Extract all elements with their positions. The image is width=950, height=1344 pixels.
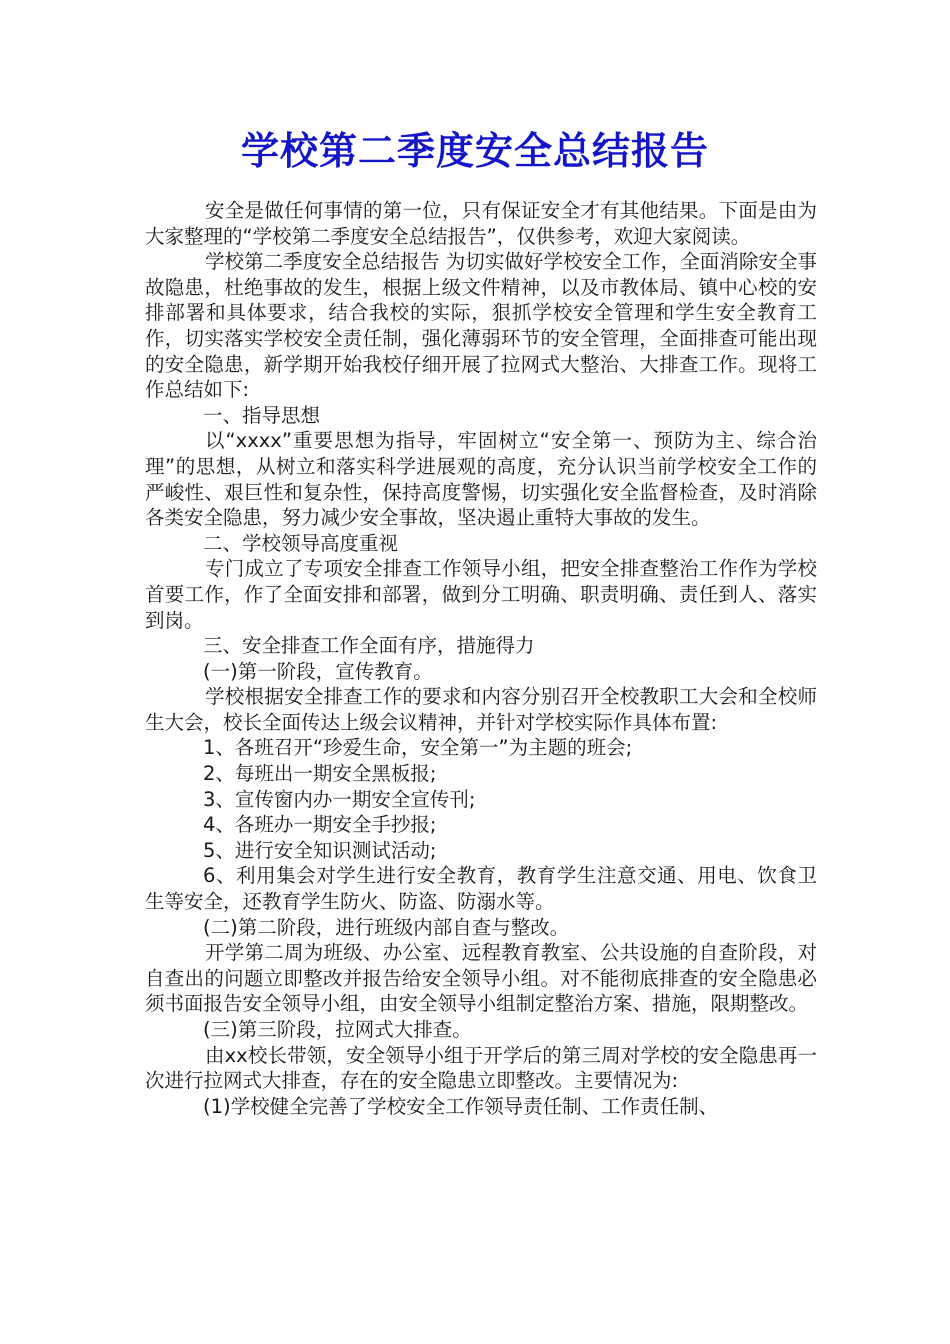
document-body (145, 198, 817, 1119)
paragraph-leadership: 专门成立了专项安全排查工作领导小组，把安全排查整治工作作为学校首要工作，作了全面安排和部署，做到分工明确、职责明确、责任到人、落实到岗。 (145, 557, 817, 632)
paragraph-item-1: (1)学校健全完善了学校安全工作领导责任制、工作责任制、 (203, 1094, 719, 1118)
document-title: 学校第二季度安全总结报告 (240, 128, 709, 173)
heading-stage-1: (一)第一阶段，宣传教育。 (203, 659, 433, 683)
list-item: 6、利用集会对学生进行安全教育，教育学生注意交通、用电、饮食卫生等安全，还教育学生防火、防盗、防溺水等。 (145, 864, 817, 914)
paragraph-summary: 学校第二季度安全总结报告 为切实做好学校安全工作，全面消除安全事故隐患，杜绝事故的发生，根据上级文件精神，以及市教体局、镇中心校的安排部署和具体要求，结合我校的实际，狠抓学校安全管理和学生安全教育工作，切实落实学校安全责任制，强化薄弱环节的安全管理，全面排查可能出现的安全隐患，新学期开始我校仔细开展了拉网式大整治、大排查工作。现将工作总结如下: (145, 250, 817, 402)
paragraph-stage-3: 由xx校长带领，安全领导小组于开学后的第三周对学校的安全隐患再一次进行拉网式大排查，存在的安全隐患立即整改。主要情况为: (145, 1043, 817, 1093)
paragraph-intro: 安全是做任何事情的第一位，只有保证安全才有其他结果。下面是由为大家整理的“学校第二季度安全总结报告”，仅供参考，欢迎大家阅读。 (145, 199, 817, 248)
list-item: 2、每班出一期安全黑板报; (203, 762, 437, 786)
heading-section-2: 二、学校领导高度重视 (203, 531, 399, 555)
paragraph-guiding-thought: 以“xxxx”重要思想为指导，牢固树立“安全第一、预防为主、综合治理”的思想，从树立和落实科学进展观的高度，充分认识当前学校安全工作的严峻性、艰巨性和复杂性，保持高度警惕，切实强化安全监督检查，及时消除各类安全隐患，努力减少安全事故，坚决遏止重特大事故的发生。 (145, 429, 817, 530)
heading-section-1: 一、指导思想 (203, 403, 321, 427)
heading-section-3: 三、安全排查工作全面有序，措施得力 (203, 634, 535, 658)
paragraph-stage-1: 学校根据安全排查工作的要求和内容分别召开全校教职工大会和全校师生大会，校长全面传达上级会议精神，并针对学校实际作具体布置: (145, 685, 817, 734)
list-item: 3、宣传窗内办一期安全宣传刊; (203, 787, 476, 811)
paragraph-stage-2: 开学第二周为班级、办公室、远程教育教室、公共设施的自查阶段，对自查出的问题立即整改并报告给安全领导小组。对不能彻底排查的安全隐患必须书面报告安全领导小组，由安全领导小组制定整治方案、措施，限期整改。 (145, 941, 817, 1016)
heading-stage-2: (二)第二阶段，进行班级内部自查与整改。 (203, 915, 570, 939)
list-item: 5、进行安全知识测试活动; (203, 838, 437, 862)
heading-stage-3: (三)第三阶段，拉网式大排查。 (203, 1018, 472, 1041)
list-item: 4、各班办一期安全手抄报; (203, 813, 437, 837)
list-item: 1、各班召开“珍爱生命，安全第一”为主题的班会; (203, 736, 633, 760)
